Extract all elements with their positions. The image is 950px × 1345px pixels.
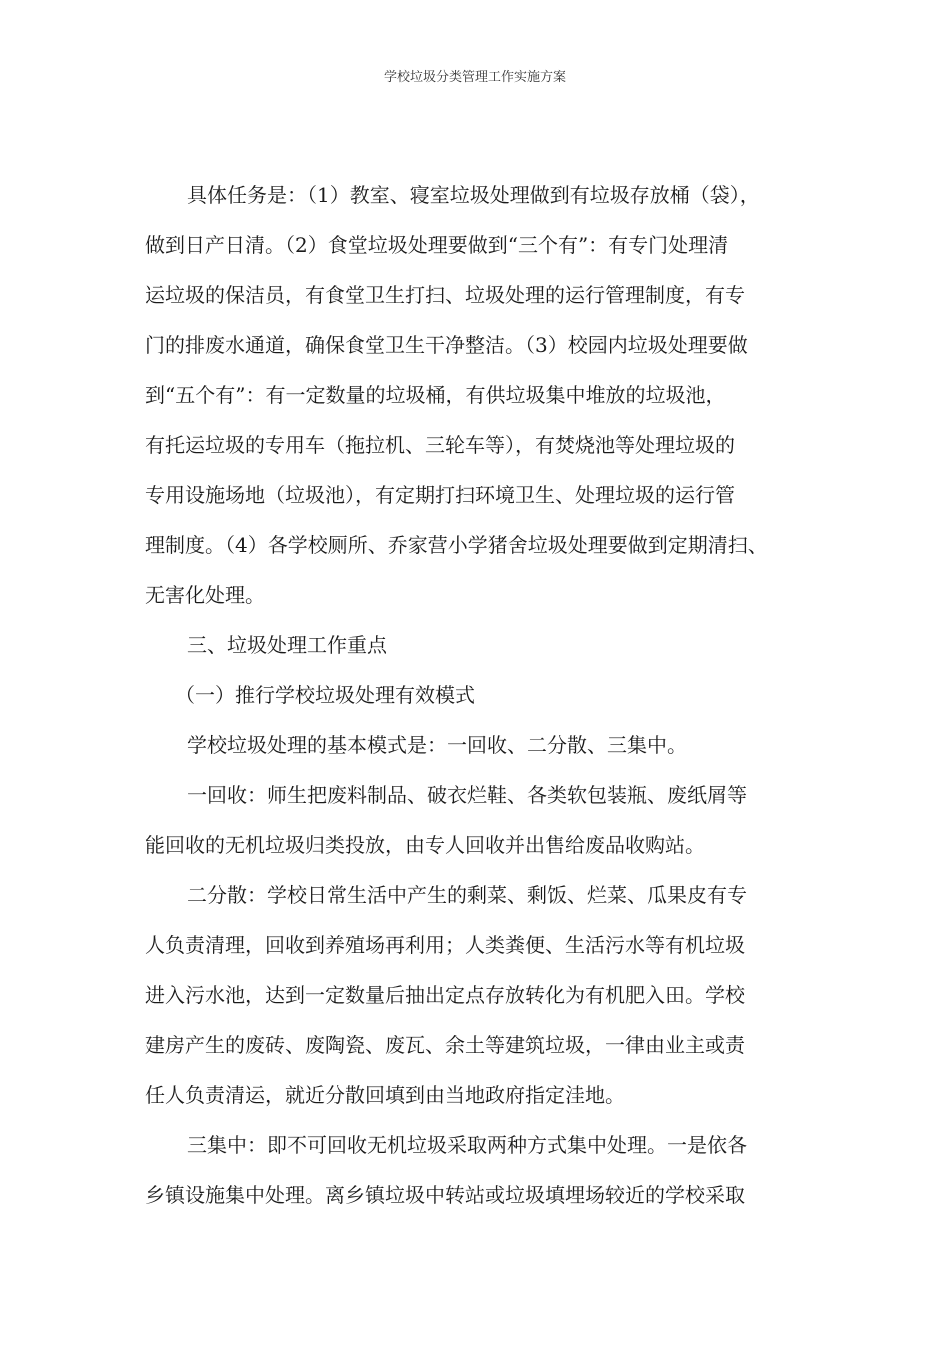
text-line: 有托运垃圾的专用车（拖拉机、三轮车等），有焚烧池等处理垃圾的 [145,433,735,457]
text-line: 到“五个有”：有一定数量的垃圾桶，有供垃圾集中堆放的垃圾池， [145,383,726,407]
text-line: 理制度。（4）各学校厕所、乔家营小学猪舍垃圾处理要做到定期清扫、 [145,533,768,557]
text-line: 任人负责清运，就近分散回填到由当地政府指定洼地。 [145,1083,625,1107]
text-line: 建房产生的废砖、废陶瓷、废瓦、余土等建筑垃圾，一律由业主或责 [145,1033,745,1057]
page-header: 学校垃圾分类管理工作实施方案 [383,70,566,85]
text-line: 专用设施场地（垃圾池），有定期打扫环境卫生、处理垃圾的运行管 [145,483,735,507]
text-line: 门的排废水通道，确保食堂卫生干净整洁。（3）校园内垃圾处理要做 [145,333,748,357]
section-heading: 三、垃圾处理工作重点 [187,633,387,657]
text-line: 乡镇设施集中处理。离乡镇垃圾中转站或垃圾填埋场较近的学校采取 [145,1183,745,1207]
text-line: 具体任务是：（1）教室、寝室垃圾处理做到有垃圾存放桶（袋）， [187,183,760,207]
text-line: 人负责清理，回收到养殖场再利用；人类粪便、生活污水等有机垃圾 [145,933,745,957]
text-line: 进入污水池，达到一定数量后抽出定点存放转化为有机肥入田。学校 [145,983,745,1007]
text-line: 学校垃圾处理的基本模式是：一回收、二分散、三集中。 [187,733,687,757]
subsection-heading: （一）推行学校垃圾处理有效模式 [175,683,475,707]
text-line: 运垃圾的保洁员，有食堂卫生打扫、垃圾处理的运行管理制度，有专 [145,283,745,307]
text-line: 一回收：师生把废料制品、破衣烂鞋、各类软包装瓶、废纸屑等 [187,783,747,807]
text-line: 无害化处理。 [145,583,265,607]
text-line: 三集中：即不可回收无机垃圾采取两种方式集中处理。一是依各 [187,1133,747,1157]
document-body [145,170,810,1220]
text-line: 能回收的无机垃圾归类投放，由专人回收并出售给废品收购站。 [145,833,705,857]
text-line: 二分散：学校日常生活中产生的剩菜、剩饭、烂菜、瓜果皮有专 [187,883,747,907]
text-line: 做到日产日清。（2）食堂垃圾处理要做到“三个有”：有专门处理清 [145,233,729,257]
